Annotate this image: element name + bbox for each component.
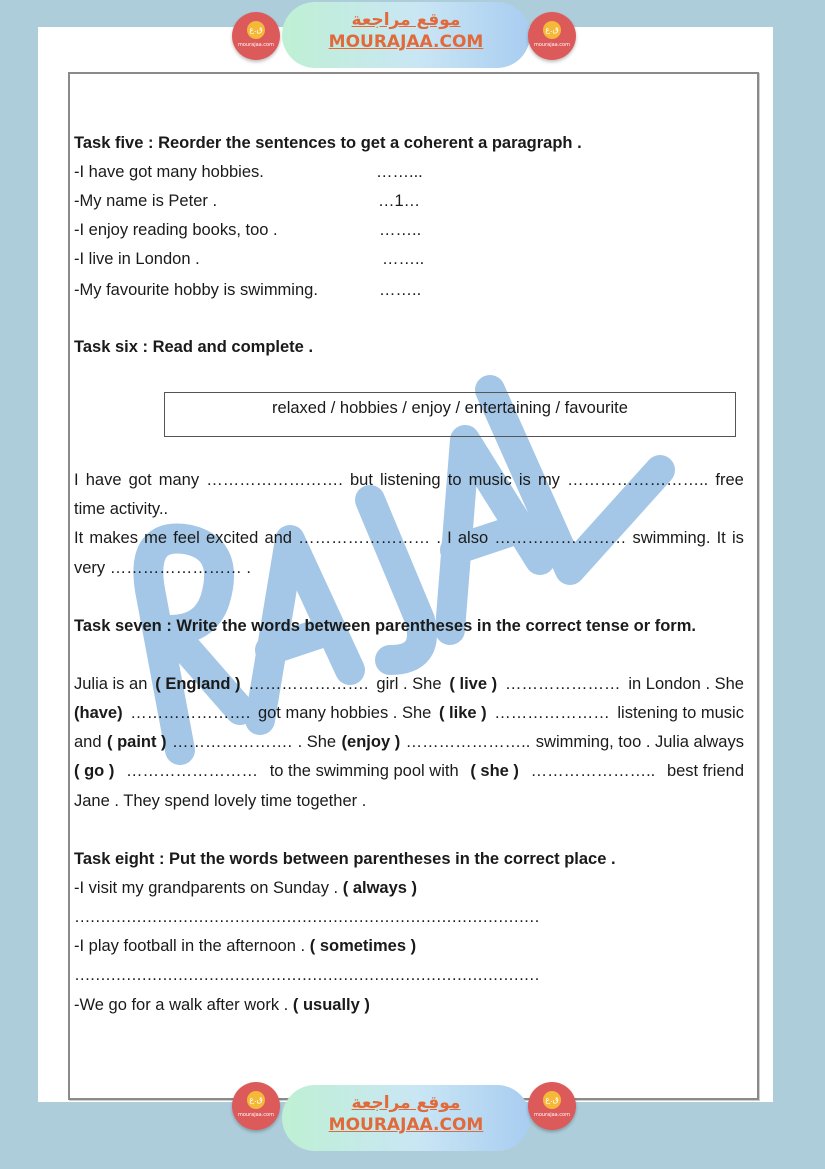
adverb-cue: ( usually ): [292, 996, 370, 1014]
word: and: [264, 529, 292, 547]
answer-blank[interactable]: …………………..: [405, 733, 531, 751]
task5-sentence: -My favourite hobby is swimming.: [74, 281, 318, 299]
word: is: [731, 529, 744, 547]
word: music: [468, 471, 512, 489]
word: I: [447, 529, 452, 547]
text: swimming, too . Julia always: [535, 733, 744, 751]
text: got many hobbies . She: [257, 704, 432, 722]
logo-mark: ق.ع: [543, 21, 561, 39]
verb-cue: ( go ): [74, 762, 115, 780]
answer-blank[interactable]: ………………….: [172, 733, 293, 751]
adverb-cue: ( always ): [342, 879, 418, 897]
verb-cue: (enjoy ): [341, 733, 401, 751]
text: listening to music: [617, 704, 744, 722]
header-logo-left: [232, 12, 280, 60]
task7-line-2: [74, 704, 744, 723]
text: . She: [297, 733, 337, 751]
answer-blank[interactable]: …………………: [504, 675, 621, 693]
text: girl . She: [376, 675, 442, 693]
task6-line-3: [74, 529, 744, 548]
task8-answer-line[interactable]: ………………………………………………………………………………: [74, 908, 539, 926]
word: is: [518, 471, 531, 489]
verb-cue: (have): [74, 704, 123, 722]
task-five-heading: Task five : Reorder the sentences to get a coherent a paragraph .: [74, 134, 582, 152]
task5-answer-blank[interactable]: ……...: [376, 163, 423, 181]
sentence-text: -I visit my grandparents on Sunday .: [74, 879, 339, 897]
sentence-text: -We go for a walk after work .: [74, 996, 289, 1014]
task7-line-1: [74, 675, 744, 694]
verb-cue: ( England ): [155, 675, 241, 693]
task8-sentence: [74, 996, 370, 1015]
text: Julia is an: [74, 675, 148, 693]
text: best friend: [666, 762, 744, 780]
word: feel: [173, 529, 200, 547]
word: .: [436, 529, 441, 547]
task7-line-4: [74, 762, 744, 781]
task5-sentence: -My name is Peter .: [74, 192, 218, 210]
footer-site-badge[interactable]: [282, 1085, 530, 1151]
task-seven-heading: Task seven : Write the words between parentheses in the correct tense or form.: [74, 617, 696, 635]
task6-line-4: very …………………… .: [74, 559, 251, 577]
word: It: [716, 529, 726, 547]
logo-mark: ق.ع: [247, 21, 265, 39]
logo-caption: mourajaa.com: [237, 42, 274, 48]
header-logo-right: [528, 12, 576, 60]
word: swimming.: [632, 529, 711, 547]
text: in London . She: [628, 675, 744, 693]
word: free: [715, 471, 744, 489]
task8-sentence: [74, 879, 417, 898]
task5-answer-blank[interactable]: …1…: [378, 192, 421, 210]
answer-blank[interactable]: ……………………: [126, 762, 259, 780]
task6-line-2: time activity..: [74, 500, 169, 518]
word: I: [74, 471, 79, 489]
task8-sentence: [74, 937, 416, 956]
logo-caption: mourajaa.com: [237, 1112, 274, 1118]
site-name-arabic: موقع مراجعة: [351, 10, 461, 30]
footer-logo-left: [232, 1082, 280, 1130]
site-name-link[interactable]: MOURAJAA.COM: [328, 32, 484, 52]
site-name-link[interactable]: MOURAJAA.COM: [328, 1115, 484, 1135]
task5-answer-blank[interactable]: ……..: [379, 221, 422, 239]
word: excited: [206, 529, 259, 547]
task8-answer-line[interactable]: ………………………………………………………………………………: [74, 966, 539, 984]
verb-cue: ( she ): [470, 762, 519, 780]
word-bank-box: relaxed / hobbies / enjoy / entertaining / favourite: [164, 392, 736, 437]
task7-line-5: Jane . They spend lovely time together .: [74, 792, 367, 810]
word: makes: [89, 529, 138, 547]
word: listening: [380, 471, 441, 489]
sentence-text: -I play football in the afternoon .: [74, 937, 306, 955]
word: got: [128, 471, 152, 489]
word: but: [349, 471, 373, 489]
word: also: [457, 529, 489, 547]
word: many: [158, 471, 200, 489]
task5-sentence: -I have got many hobbies.: [74, 163, 264, 181]
adverb-cue: ( sometimes ): [309, 937, 417, 955]
answer-blank[interactable]: ……………………..: [567, 471, 709, 489]
answer-blank[interactable]: …………………: [494, 704, 610, 722]
answer-blank[interactable]: ……………………: [494, 529, 627, 547]
logo-mark: ق.ع: [247, 1091, 265, 1109]
word: my: [537, 471, 560, 489]
text: and: [74, 733, 102, 751]
header-site-badge[interactable]: [282, 2, 530, 68]
verb-cue: ( live ): [449, 675, 498, 693]
word: have: [85, 471, 122, 489]
word: to: [447, 471, 462, 489]
word: It: [74, 529, 84, 547]
answer-blank[interactable]: …………………….: [206, 471, 343, 489]
task5-answer-blank[interactable]: ……..: [382, 250, 425, 268]
task-six-heading: Task six : Read and complete .: [74, 338, 314, 356]
word: me: [144, 529, 168, 547]
logo-caption: mourajaa.com: [533, 42, 570, 48]
task5-sentence: -I enjoy reading books, too .: [74, 221, 278, 239]
verb-cue: ( paint ): [106, 733, 167, 751]
answer-blank[interactable]: ……………………: [298, 529, 431, 547]
answer-blank[interactable]: …………………..: [530, 762, 656, 780]
task5-answer-blank[interactable]: ……..: [379, 281, 422, 299]
task5-sentence: -I live in London .: [74, 250, 200, 268]
answer-blank[interactable]: ………………….: [248, 675, 369, 693]
task-eight-heading: Task eight : Put the words between parentheses in the correct place .: [74, 850, 616, 868]
answer-blank[interactable]: ………………….: [130, 704, 251, 722]
logo-caption: mourajaa.com: [533, 1112, 570, 1118]
footer-logo-right: [528, 1082, 576, 1130]
task6-line-1: [74, 471, 744, 490]
text: to the swimming pool with: [269, 762, 459, 780]
verb-cue: ( like ): [438, 704, 487, 722]
task7-line-3: [74, 733, 744, 752]
logo-mark: ق.ع: [543, 1091, 561, 1109]
site-name-arabic: موقع مراجعة: [351, 1093, 461, 1113]
